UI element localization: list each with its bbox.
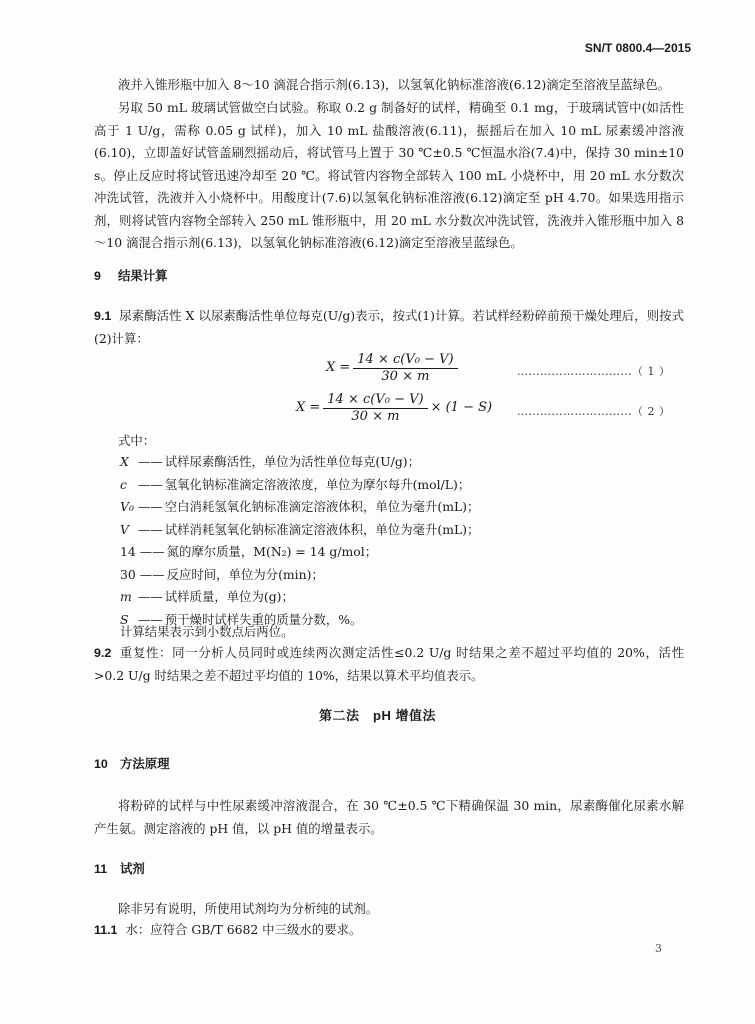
formula-numerator: 14 × c(V₀ − V) xyxy=(323,392,427,409)
definition-item xyxy=(120,541,377,564)
section-number: 10 xyxy=(94,757,108,771)
formula-denominator: 30 × m xyxy=(351,409,400,424)
definition-dash: —— xyxy=(138,612,163,627)
definition-item xyxy=(120,519,479,542)
definition-text: 试样消耗氢氧化钠标准滴定溶液体积，单位为毫升(mL)； xyxy=(164,522,480,537)
section-9-heading xyxy=(94,265,168,288)
formula-numerator: 14 × c(V₀ − V) xyxy=(353,352,457,369)
definition-dash: —— xyxy=(138,522,163,537)
document-header: SN/T 0800.4—2015 xyxy=(584,41,691,55)
method-2-title: 第二法 pH 增值法 xyxy=(319,708,436,723)
definition-text: 氮的摩尔质量，M(N₂) = 14 g/mol； xyxy=(166,544,378,559)
page-number: 3 xyxy=(655,942,662,955)
definition-text: 试样质量，单位为(g)； xyxy=(164,589,294,604)
definition-item xyxy=(120,586,294,609)
paragraph-blank-test: 另取 50 mL 玻璃试管做空白试验。称取 0.2 g 制备好的试样，精确至 0.1 mg，于玻璃试管中(如活性高于 1 U/g，需称 0.05 g 试样)，加入 10 mL 盐酸溶液(6.11)，振摇后在加入 10 mL 尿素缓冲溶液(6.10)，立即盖好试管盖刷烈摇动后，将试管马上置于 30 ℃±0.5 ℃恒温水浴(7.4)中，保持 30 min±10 s。停止反应时将试管迅速冷却至 20 ℃。将试管内容物全部转入 100 mL 小烧杯中，用 20 mL 水分数次冲洗试管，洗液并入小烧杯中。用酸度计(7.6)以氢氧化钠标准溶液(6.12)滴定至 pH 4.70。如果选用指示剂，则将试管内容物全部转入 250 mL 锥形瓶中，用 20 mL 水分数次冲洗试管，洗液并入锥形瓶中加入 8～10 滴混合指示剂(6.13)，以氢氧化钠标准溶液(6.12)滴定至溶液呈蓝绿色。 xyxy=(94,100,684,250)
clause-11-1 xyxy=(94,919,684,942)
definition-symbol: X xyxy=(120,454,129,469)
definition-symbol: V xyxy=(120,522,129,537)
formula-tail: × (1 − S) xyxy=(430,400,493,416)
clause-text: 尿素酶活性 X 以尿素酶活性单位每克(U/g)表示，按式(1)计算。若试样经粉碎前预干燥处理后，则按式(2)计算： xyxy=(94,308,684,346)
formula-lhs: X = xyxy=(296,400,321,416)
definition-dash: —— xyxy=(139,567,165,582)
clause-text: 水：应符合 GB/T 6682 中三级水的要求。 xyxy=(125,922,362,937)
definition-symbol: S xyxy=(120,612,129,627)
paragraph-continued: 液并入锥形瓶中加入 8～10 滴混合指示剂(6.13)，以氢氧化钠标准溶液(6.12)滴定至溶液呈蓝绿色。 xyxy=(118,77,671,92)
clause-9-2 xyxy=(94,642,684,687)
clause-9-1 xyxy=(94,305,684,350)
definition-item xyxy=(120,474,470,497)
definition-symbol: V₀ xyxy=(120,499,134,514)
clause-text: 重复性：同一分析人员同时或连续两次测定活性≤0.2 U/g 时结果之差不超过平均值的 20%，活性>0.2 U/g 时结果之差不超过平均值的 10%，结果以算术平均值表示。 xyxy=(94,645,684,683)
formula-denominator: 30 × m xyxy=(381,369,430,384)
formula-1 xyxy=(326,352,461,385)
definition-text: 氢氧化钠标准滴定溶液浓度，单位为摩尔每升(mol/L)； xyxy=(164,477,471,492)
section-title: 试剂 xyxy=(120,862,145,876)
section-number: 9 xyxy=(94,269,101,283)
clause-number: 9.1 xyxy=(94,309,112,323)
decimal-note: 计算结果表示到小数点后两位。 xyxy=(120,624,294,639)
section-11-heading xyxy=(94,858,145,881)
definition-dash: —— xyxy=(138,454,163,469)
equation-number-1: …………………………（ 1 ） xyxy=(517,365,671,378)
where-label: 式中： xyxy=(118,433,156,448)
definition-symbol: 30 xyxy=(120,567,136,582)
clause-number: 11.1 xyxy=(94,923,118,937)
definition-dash: —— xyxy=(138,499,163,514)
definition-dash: —— xyxy=(139,544,165,559)
section-10-heading xyxy=(94,753,170,776)
definition-item xyxy=(120,564,324,587)
definition-item xyxy=(120,496,479,519)
paragraph-reagents: 除非另有说明，所使用试剂均为分析纯的试剂。 xyxy=(118,901,379,916)
section-title: 方法原理 xyxy=(120,757,170,771)
section-title: 结果计算 xyxy=(118,269,168,283)
definition-dash: —— xyxy=(138,589,163,604)
definition-item xyxy=(120,451,420,474)
formula-2 xyxy=(296,392,492,425)
definition-symbol: m xyxy=(120,589,132,604)
formula-lhs: X = xyxy=(326,360,351,376)
definition-text: 空白消耗氢氧化钠标准滴定溶液体积，单位为毫升(mL)； xyxy=(164,499,480,514)
equation-number-2: …………………………（ 2 ） xyxy=(517,405,671,418)
paragraph-method-principle: 将粉碎的试样与中性尿素缓冲溶液混合，在 30 ℃±0.5 ℃下精确保温 30 min，尿素酶催化尿素水解产生氨。测定溶液的 pH 值，以 pH 值的增量表示。 xyxy=(94,798,684,836)
definition-dash: —— xyxy=(138,477,163,492)
formula-fraction xyxy=(323,392,427,425)
definition-text: 试样尿素酶活性，单位为活性单位每克(U/g)； xyxy=(164,454,421,469)
section-number: 11 xyxy=(94,862,108,876)
definition-symbol: c xyxy=(120,477,127,492)
clause-number: 9.2 xyxy=(94,646,112,660)
definition-text: 预干燥时试样失重的质量分数，%。 xyxy=(164,612,363,627)
definition-symbol: 14 xyxy=(120,544,136,559)
formula-fraction xyxy=(353,352,457,385)
definition-text: 反应时间，单位为分(min)； xyxy=(166,567,324,582)
